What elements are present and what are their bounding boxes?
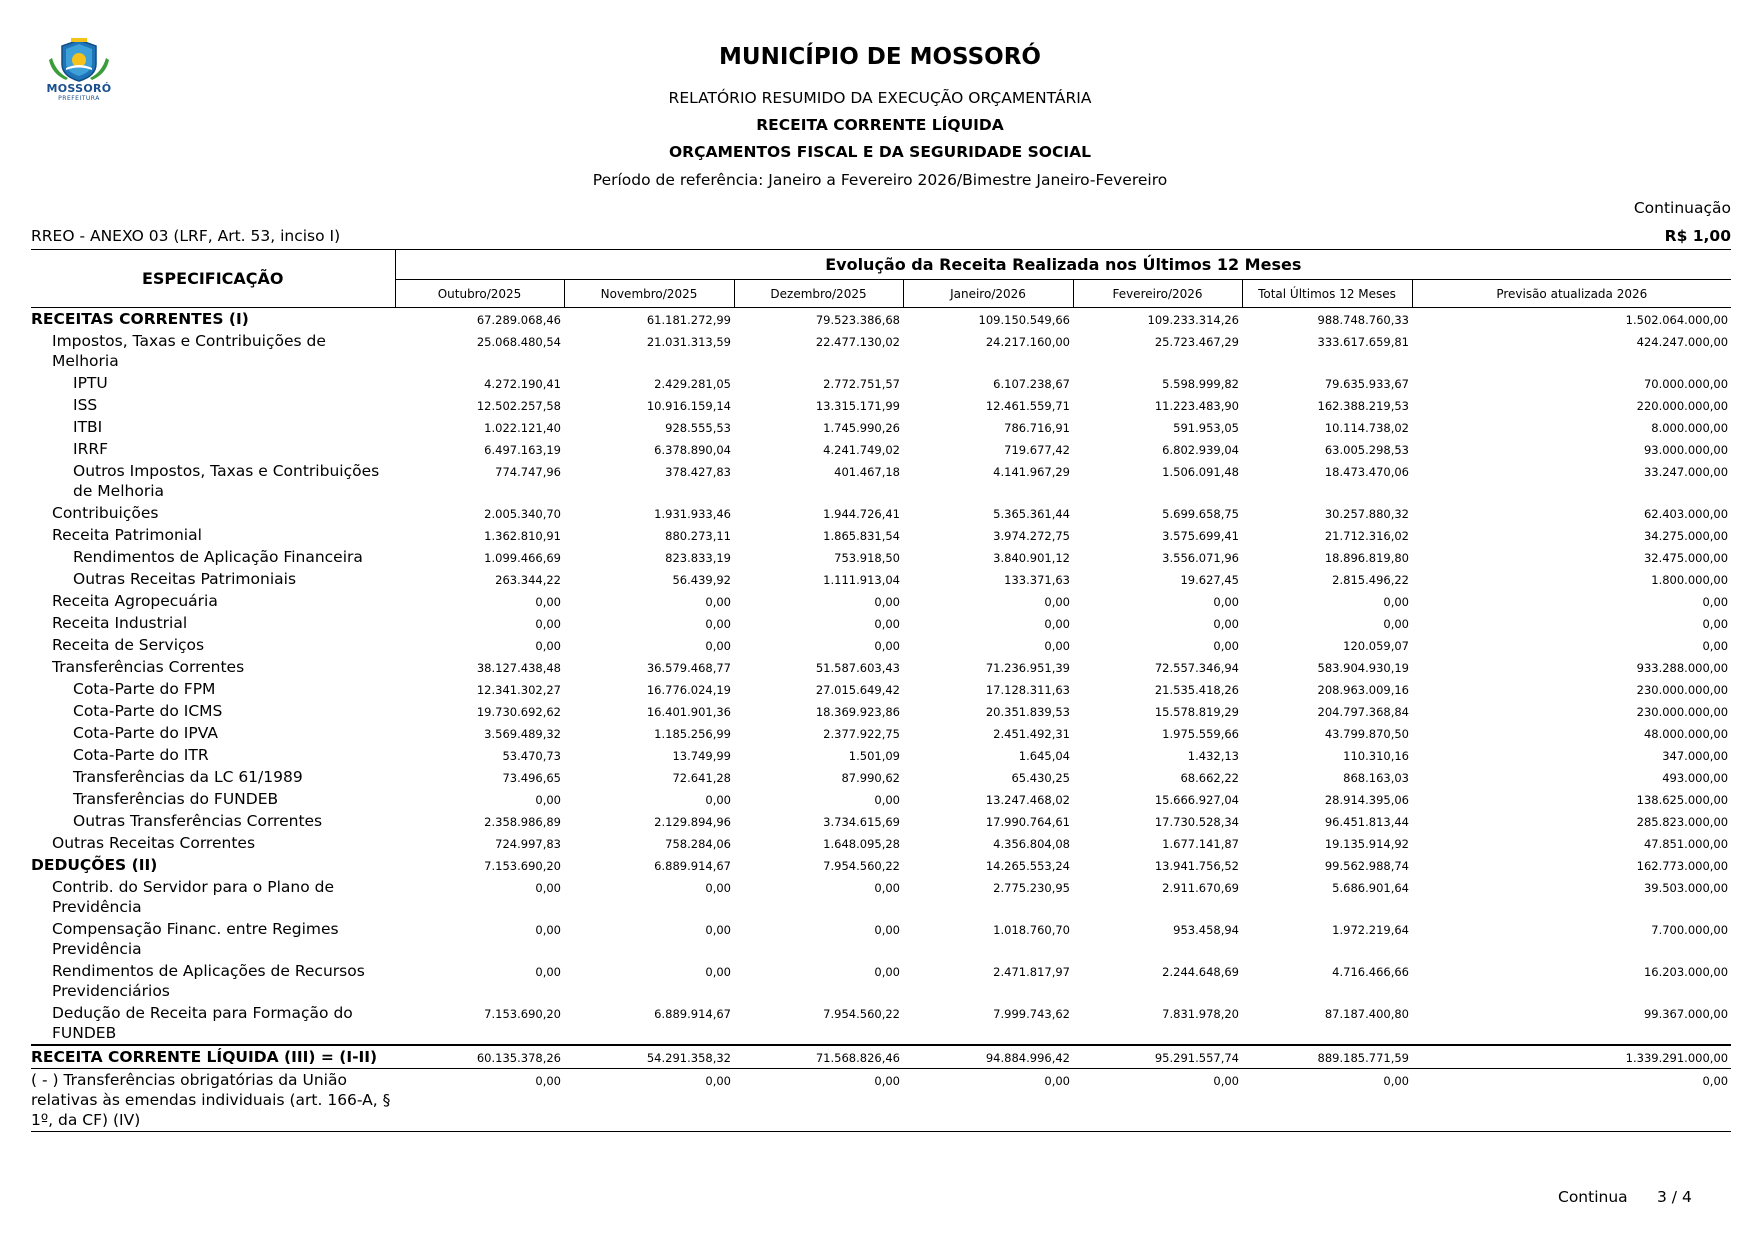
row-value: 5.699.658,75 [1162,507,1239,521]
row-value: 24.217.160,00 [985,335,1070,349]
row-value: 2.775.230,95 [993,881,1070,895]
table-row [31,1069,1731,1132]
row-label: Impostos, Taxas e Contribuições de Melhoria [52,332,326,370]
row-value: 753.918,50 [834,551,900,565]
row-label: Receita Patrimonial [52,526,202,544]
row-value: 0,00 [1242,1069,1412,1132]
row-value: 204.797.368,84 [1317,705,1409,719]
row-value: 133.371,63 [1004,573,1070,587]
row-value: 1.931.933,46 [654,507,731,521]
row-value: 591.953,05 [1173,421,1239,435]
row-value: 0,00 [1383,595,1409,609]
row-label: RECEITAS CORRENTES (I) [31,310,249,328]
row-value: 20.351.839,53 [985,705,1070,719]
row-value: 19.730.692,62 [476,705,561,719]
row-value: 1.865.831,54 [823,529,900,543]
row-value: 5.365.361,44 [993,507,1070,521]
row-value: 1.099.466,69 [484,551,561,565]
row-value: 0,00 [1213,617,1239,631]
row-value: 928.555,53 [665,421,731,435]
row-value: 0,00 [1073,1069,1242,1132]
row-value: 0,00 [535,923,561,937]
row-value: 99.367.000,00 [1643,1007,1729,1021]
row-label: Outros Impostos, Taxas e Contribuições de Melhoria [73,462,380,500]
row-value: 162.388.219,53 [1317,399,1409,413]
row-value: 12.461.559,71 [985,399,1070,413]
row-value: 719.677,42 [1004,443,1070,457]
row-value: 1.645,04 [1018,749,1070,763]
row-value: 880.273,11 [665,529,731,543]
table-row [31,854,1731,876]
row-value: 0,00 [874,923,900,937]
row-value: 47.851.000,00 [1643,837,1729,851]
row-value: 87.187.400,80 [1324,1007,1409,1021]
row-value: 17.990.764,61 [985,815,1070,829]
row-value: 0,00 [705,617,731,631]
row-value: 79.635.933,67 [1324,377,1409,391]
logo-subtitle: PREFEITURA [58,95,100,102]
row-value: 2.451.492,31 [993,727,1070,741]
row-value: 2.244.648,69 [1162,965,1239,979]
row-label: Receita Agropecuária [52,592,218,610]
row-value: 38.127.438,48 [476,661,561,675]
row-value: 51.587.603,43 [815,661,900,675]
row-value: 0,00 [874,965,900,979]
row-value: 0,00 [1702,639,1729,653]
row-value: 3.575.699,41 [1162,529,1239,543]
row-label: Rendimentos de Aplicações de Recursos Previdenciários [52,962,365,1000]
row-value: 71.236.951,39 [985,661,1070,675]
row-value: 10.114.738,02 [1324,421,1409,435]
row-label: DEDUÇÕES (II) [31,856,158,874]
row-value: 0,00 [874,595,900,609]
table-row [31,678,1731,700]
row-value: 7.153.690,20 [484,859,561,873]
row-label: Receita Industrial [52,614,188,632]
row-value: 0,00 [734,1069,903,1132]
row-value: 25.723.467,29 [1154,335,1239,349]
table-row [31,416,1731,438]
row-value: 0,00 [874,793,900,807]
row-value: 7.954.560,22 [823,1007,900,1021]
row-value: 6.107.238,67 [993,377,1070,391]
row-value: 0,00 [705,881,731,895]
table-row [31,832,1731,854]
table-row [31,810,1731,832]
logo-name: MOSSORÓ [46,82,112,95]
row-value: 0,00 [874,617,900,631]
report-budget-scope: ORÇAMENTOS FISCAL E DA SEGURIDADE SOCIAL [668,143,1091,161]
row-value: 1.339.291.000,00 [1412,1045,1731,1069]
row-value: 18.473.470,06 [1324,465,1409,479]
table-row [31,1002,1731,1045]
row-value: 0,00 [874,639,900,653]
row-label: Dedução de Receita para Formação do FUNDEB [52,1004,353,1042]
row-value: 12.341.302,27 [476,683,561,697]
row-value: 65.430,25 [1011,771,1070,785]
row-value: 68.662,22 [1180,771,1239,785]
row-value: 774.747,96 [495,465,561,479]
row-value: 7.954.560,22 [823,859,900,873]
row-value: 1.972.219,64 [1332,923,1409,937]
currency-unit: R$ 1,00 [1664,227,1731,245]
row-value: 99.562.988,74 [1324,859,1409,873]
table-row [31,546,1731,568]
row-label: Contrib. do Servidor para o Plano de Previdência [52,878,334,916]
row-value: 13.749,99 [672,749,731,763]
row-label: Outras Receitas Correntes [52,834,256,852]
column-header: Total Últimos 12 Meses [1242,280,1412,308]
row-value: 4.241.749,02 [823,443,900,457]
row-value: 79.523.386,68 [815,313,900,327]
row-value: 60.135.378,26 [395,1045,564,1069]
row-value: 6.378.890,04 [654,443,731,457]
row-value: 73.496,65 [502,771,561,785]
row-value: 0,00 [705,965,731,979]
row-value: 724.997,83 [495,837,561,851]
row-label: Rendimentos de Aplicação Financeira [73,548,363,566]
row-value: 7.153.690,20 [484,1007,561,1021]
row-value: 0,00 [535,881,561,895]
row-value: 220.000.000,00 [1636,399,1729,413]
row-value: 2.129.894,96 [654,815,731,829]
row-label: Cota-Parte do ICMS [73,702,223,720]
row-label: Transferências do FUNDEB [73,790,279,808]
evolution-group-header: Evolução da Receita Realizada nos Últimos 12 Meses [395,250,1731,280]
row-label: RECEITA CORRENTE LÍQUIDA (III) = (I-II) [31,1045,395,1069]
report-title: MUNICÍPIO DE MOSSORÓ [719,44,1041,70]
row-value: 17.730.528,34 [1154,815,1239,829]
row-value: 16.776.024,19 [646,683,731,697]
row-value: 12.502.257,58 [476,399,561,413]
row-value: 1.432,13 [1187,749,1239,763]
row-value: 1.648.095,28 [823,837,900,851]
row-value: 0,00 [874,881,900,895]
row-value: 0,00 [535,793,561,807]
row-value: 109.233.314,26 [1147,313,1239,327]
footer-continue: Continua [1558,1188,1628,1206]
row-value: 6.889.914,67 [654,859,731,873]
row-value: 56.439,92 [672,573,731,587]
row-value: 1.677.141,87 [1162,837,1239,851]
table-row [31,634,1731,656]
row-value: 4.356.804,08 [993,837,1070,851]
table-row [31,394,1731,416]
row-value: 2.772.751,57 [823,377,900,391]
row-value: 14.265.553,24 [985,859,1070,873]
row-label: Compensação Financ. entre Regimes Previdência [52,920,339,958]
column-header: Fevereiro/2026 [1073,280,1242,308]
row-value: 0,00 [1383,617,1409,631]
row-value: 1.111.913,04 [823,573,900,587]
row-value: 988.748.760,33 [1317,313,1409,327]
row-value: 1.975.559,66 [1162,727,1239,741]
row-value: 401.467,18 [834,465,900,479]
row-value: 0,00 [395,1069,564,1132]
row-value: 933.288.000,00 [1636,661,1729,675]
table-row [31,744,1731,766]
report-section-title: RECEITA CORRENTE LÍQUIDA [756,116,1004,134]
row-label: Contribuições [52,504,159,522]
table-body [31,308,1731,1132]
continuation-label: Continuação [1633,199,1731,217]
row-value: 0,00 [564,1069,734,1132]
row-value: 13.315.171,99 [815,399,900,413]
row-value: 11.223.483,90 [1154,399,1239,413]
row-value: 2.815.496,22 [1332,573,1409,587]
table-row [31,960,1731,1002]
row-value: 2.471.817,97 [993,965,1070,979]
row-value: 230.000.000,00 [1636,683,1729,697]
row-value: 208.963.009,16 [1317,683,1409,697]
table-row [31,656,1731,678]
row-label: Outras Receitas Patrimoniais [73,570,297,588]
row-value: 786.716,91 [1004,421,1070,435]
row-value: 2.005.340,70 [484,507,561,521]
row-value: 13.247.468,02 [985,793,1070,807]
row-value: 889.185.771,59 [1242,1045,1412,1069]
row-value: 8.000.000,00 [1651,421,1729,435]
table-row [31,502,1731,524]
row-value: 333.617.659,81 [1317,335,1409,349]
row-value: 18.896.819,80 [1324,551,1409,565]
row-label: Cota-Parte do FPM [73,680,216,698]
row-value: 0,00 [705,595,731,609]
row-value: 162.773.000,00 [1636,859,1729,873]
row-value: 4.272.190,41 [484,377,561,391]
row-value: 1.502.064.000,00 [1625,313,1729,327]
row-value: 3.569.489,32 [484,727,561,741]
row-value: 3.840.901,12 [993,551,1070,565]
row-value: 6.497.163,19 [484,443,561,457]
row-value: 67.289.068,46 [476,313,561,327]
row-value: 71.568.826,46 [734,1045,903,1069]
table-header [31,250,1731,308]
row-value: 15.666.927,04 [1154,793,1239,807]
row-value: 0,00 [1044,617,1070,631]
row-value: 10.916.159,14 [646,399,731,413]
municipality-logo [38,38,120,108]
row-value: 1.501,09 [848,749,900,763]
row-label: Transferências Correntes [52,658,245,676]
row-value: 0,00 [535,617,561,631]
row-label: IPTU [73,374,108,392]
row-value: 138.625.000,00 [1636,793,1729,807]
table-row [31,918,1731,960]
row-value: 0,00 [1213,639,1239,653]
row-value: 3.974.272,75 [993,529,1070,543]
row-value: 34.275.000,00 [1643,529,1729,543]
row-value: 21.535.418,26 [1154,683,1239,697]
row-value: 48.000.000,00 [1643,727,1729,741]
row-value: 0,00 [1213,595,1239,609]
table-row [31,766,1731,788]
row-value: 120.059,07 [1343,639,1409,653]
row-value: 1.185.256,99 [654,727,731,741]
row-value: 62.403.000,00 [1643,507,1729,521]
row-value: 0,00 [705,793,731,807]
specification-header: ESPECIFICAÇÃO [31,250,395,308]
column-header: Dezembro/2025 [734,280,903,308]
row-value: 2.429.281,05 [654,377,731,391]
row-value: 33.247.000,00 [1643,465,1729,479]
report-period: Período de referência: Janeiro a Fevereiro 2026/Bimestre Janeiro-Fevereiro [592,171,1168,189]
row-value: 87.990,62 [841,771,900,785]
row-value: 28.914.395,06 [1324,793,1409,807]
row-value: 5.598.999,82 [1162,377,1239,391]
row-value: 61.181.272,99 [646,313,731,327]
row-label: Cota-Parte do ITR [73,746,209,764]
row-value: 30.257.880,32 [1324,507,1409,521]
row-value: 22.477.130,02 [815,335,900,349]
row-value: 424.247.000,00 [1636,335,1729,349]
row-value: 2.911.670,69 [1162,881,1239,895]
row-value: 4.141.967,29 [993,465,1070,479]
table-row [31,876,1731,918]
table-row [31,330,1731,372]
row-value: 5.686.901,64 [1332,881,1409,895]
row-value: 0,00 [1044,595,1070,609]
row-value: 1.800.000,00 [1651,573,1729,587]
row-value: 0,00 [705,639,731,653]
row-value: 1.362.810,91 [484,529,561,543]
row-value: 110.310,16 [1343,749,1409,763]
row-value: 43.799.870,50 [1324,727,1409,741]
row-label: Outras Transferências Correntes [73,812,323,830]
row-value: 347.000,00 [1662,749,1729,763]
annex-reference: RREO - ANEXO 03 (LRF, Art. 53, inciso I) [31,227,341,245]
row-value: 493.000,00 [1662,771,1729,785]
column-header: Janeiro/2026 [903,280,1073,308]
row-value: 93.000.000,00 [1643,443,1729,457]
row-value: 758.284,06 [665,837,731,851]
row-value: 36.579.468,77 [646,661,731,675]
row-value: 70.000.000,00 [1643,377,1729,391]
row-value: 19.135.914,92 [1324,837,1409,851]
row-label: Cota-Parte do IPVA [73,724,218,742]
row-label: ITBI [73,418,103,436]
row-value: 378.427,83 [665,465,731,479]
row-value: 18.369.923,86 [815,705,900,719]
table-row [31,438,1731,460]
column-header: Novembro/2025 [564,280,734,308]
table-row [31,568,1731,590]
row-label: ( - ) Transferências obrigatórias da União relativas às emendas individuais (art. 166-A, § 1º, da CF) (IV) [31,1069,395,1132]
row-value: 953.458,94 [1173,923,1239,937]
row-value: 72.557.346,94 [1154,661,1239,675]
row-value: 6.802.939,04 [1162,443,1239,457]
row-value: 0,00 [535,595,561,609]
row-value: 0,00 [535,965,561,979]
row-label: Transferências da LC 61/1989 [73,768,303,786]
table-row [31,308,1731,331]
row-value: 0,00 [1044,639,1070,653]
row-value: 3.556.071,96 [1162,551,1239,565]
row-value: 868.163,03 [1343,771,1409,785]
table-row [31,700,1731,722]
row-value: 19.627,45 [1180,573,1239,587]
row-value: 2.377.922,75 [823,727,900,741]
row-value: 1.944.726,41 [823,507,900,521]
row-value: 0,00 [1702,617,1729,631]
row-value: 0,00 [535,639,561,653]
row-value: 15.578.819,29 [1154,705,1239,719]
row-value: 2.358.986,89 [484,815,561,829]
row-value: 16.401.901,36 [646,705,731,719]
row-value: 7.831.978,20 [1162,1007,1239,1021]
row-value: 13.941.756,52 [1154,859,1239,873]
row-value: 0,00 [1412,1069,1731,1132]
column-header: Outubro/2025 [395,280,564,308]
table-row [31,788,1731,810]
row-value: 1.745.990,26 [823,421,900,435]
row-value: 6.889.914,67 [654,1007,731,1021]
row-value: 16.203.000,00 [1643,965,1729,979]
row-value: 25.068.480,54 [476,335,561,349]
row-value: 21.031.313,59 [646,335,731,349]
row-value: 109.150.549,66 [978,313,1070,327]
table-row [31,612,1731,634]
table-row [31,722,1731,744]
row-value: 96.451.813,44 [1324,815,1409,829]
table-row [31,524,1731,546]
row-value: 21.712.316,02 [1324,529,1409,543]
page-number: 3 / 4 [1657,1188,1692,1206]
row-value: 1.022.121,40 [484,421,561,435]
report-subtitle: RELATÓRIO RESUMIDO DA EXECUÇÃO ORÇAMENTÁRIA [668,89,1092,107]
revenue-table [31,249,1731,1132]
row-value: 95.291.557,74 [1073,1045,1242,1069]
row-value: 39.503.000,00 [1643,881,1729,895]
row-value: 7.700.000,00 [1651,923,1729,937]
row-value: 263.344,22 [495,573,561,587]
column-header: Previsão atualizada 2026 [1412,280,1731,308]
row-label: Receita de Serviços [52,636,205,654]
row-value: 230.000.000,00 [1636,705,1729,719]
row-value: 94.884.996,42 [903,1045,1073,1069]
row-value: 32.475.000,00 [1643,551,1729,565]
row-value: 1.018.760,70 [993,923,1070,937]
table-row [31,590,1731,612]
row-label: IRRF [73,440,109,458]
row-value: 63.005.298,53 [1324,443,1409,457]
row-value: 53.470,73 [502,749,561,763]
row-value: 27.015.649,42 [815,683,900,697]
row-value: 1.506.091,48 [1162,465,1239,479]
row-label: ISS [73,396,98,414]
row-value: 0,00 [1702,595,1729,609]
row-value: 7.999.743,62 [993,1007,1070,1021]
row-value: 0,00 [903,1069,1073,1132]
row-value: 285.823.000,00 [1636,815,1729,829]
row-value: 823.833,19 [665,551,731,565]
table-row [31,372,1731,394]
row-value: 0,00 [705,923,731,937]
crest-icon [38,38,120,82]
row-value: 583.904.930,19 [1317,661,1409,675]
table-row [31,1045,1731,1069]
table-row [31,460,1731,502]
row-value: 54.291.358,32 [564,1045,734,1069]
row-value: 17.128.311,63 [985,683,1070,697]
row-value: 72.641,28 [672,771,731,785]
row-value: 3.734.615,69 [823,815,900,829]
row-value: 4.716.466,66 [1332,965,1409,979]
